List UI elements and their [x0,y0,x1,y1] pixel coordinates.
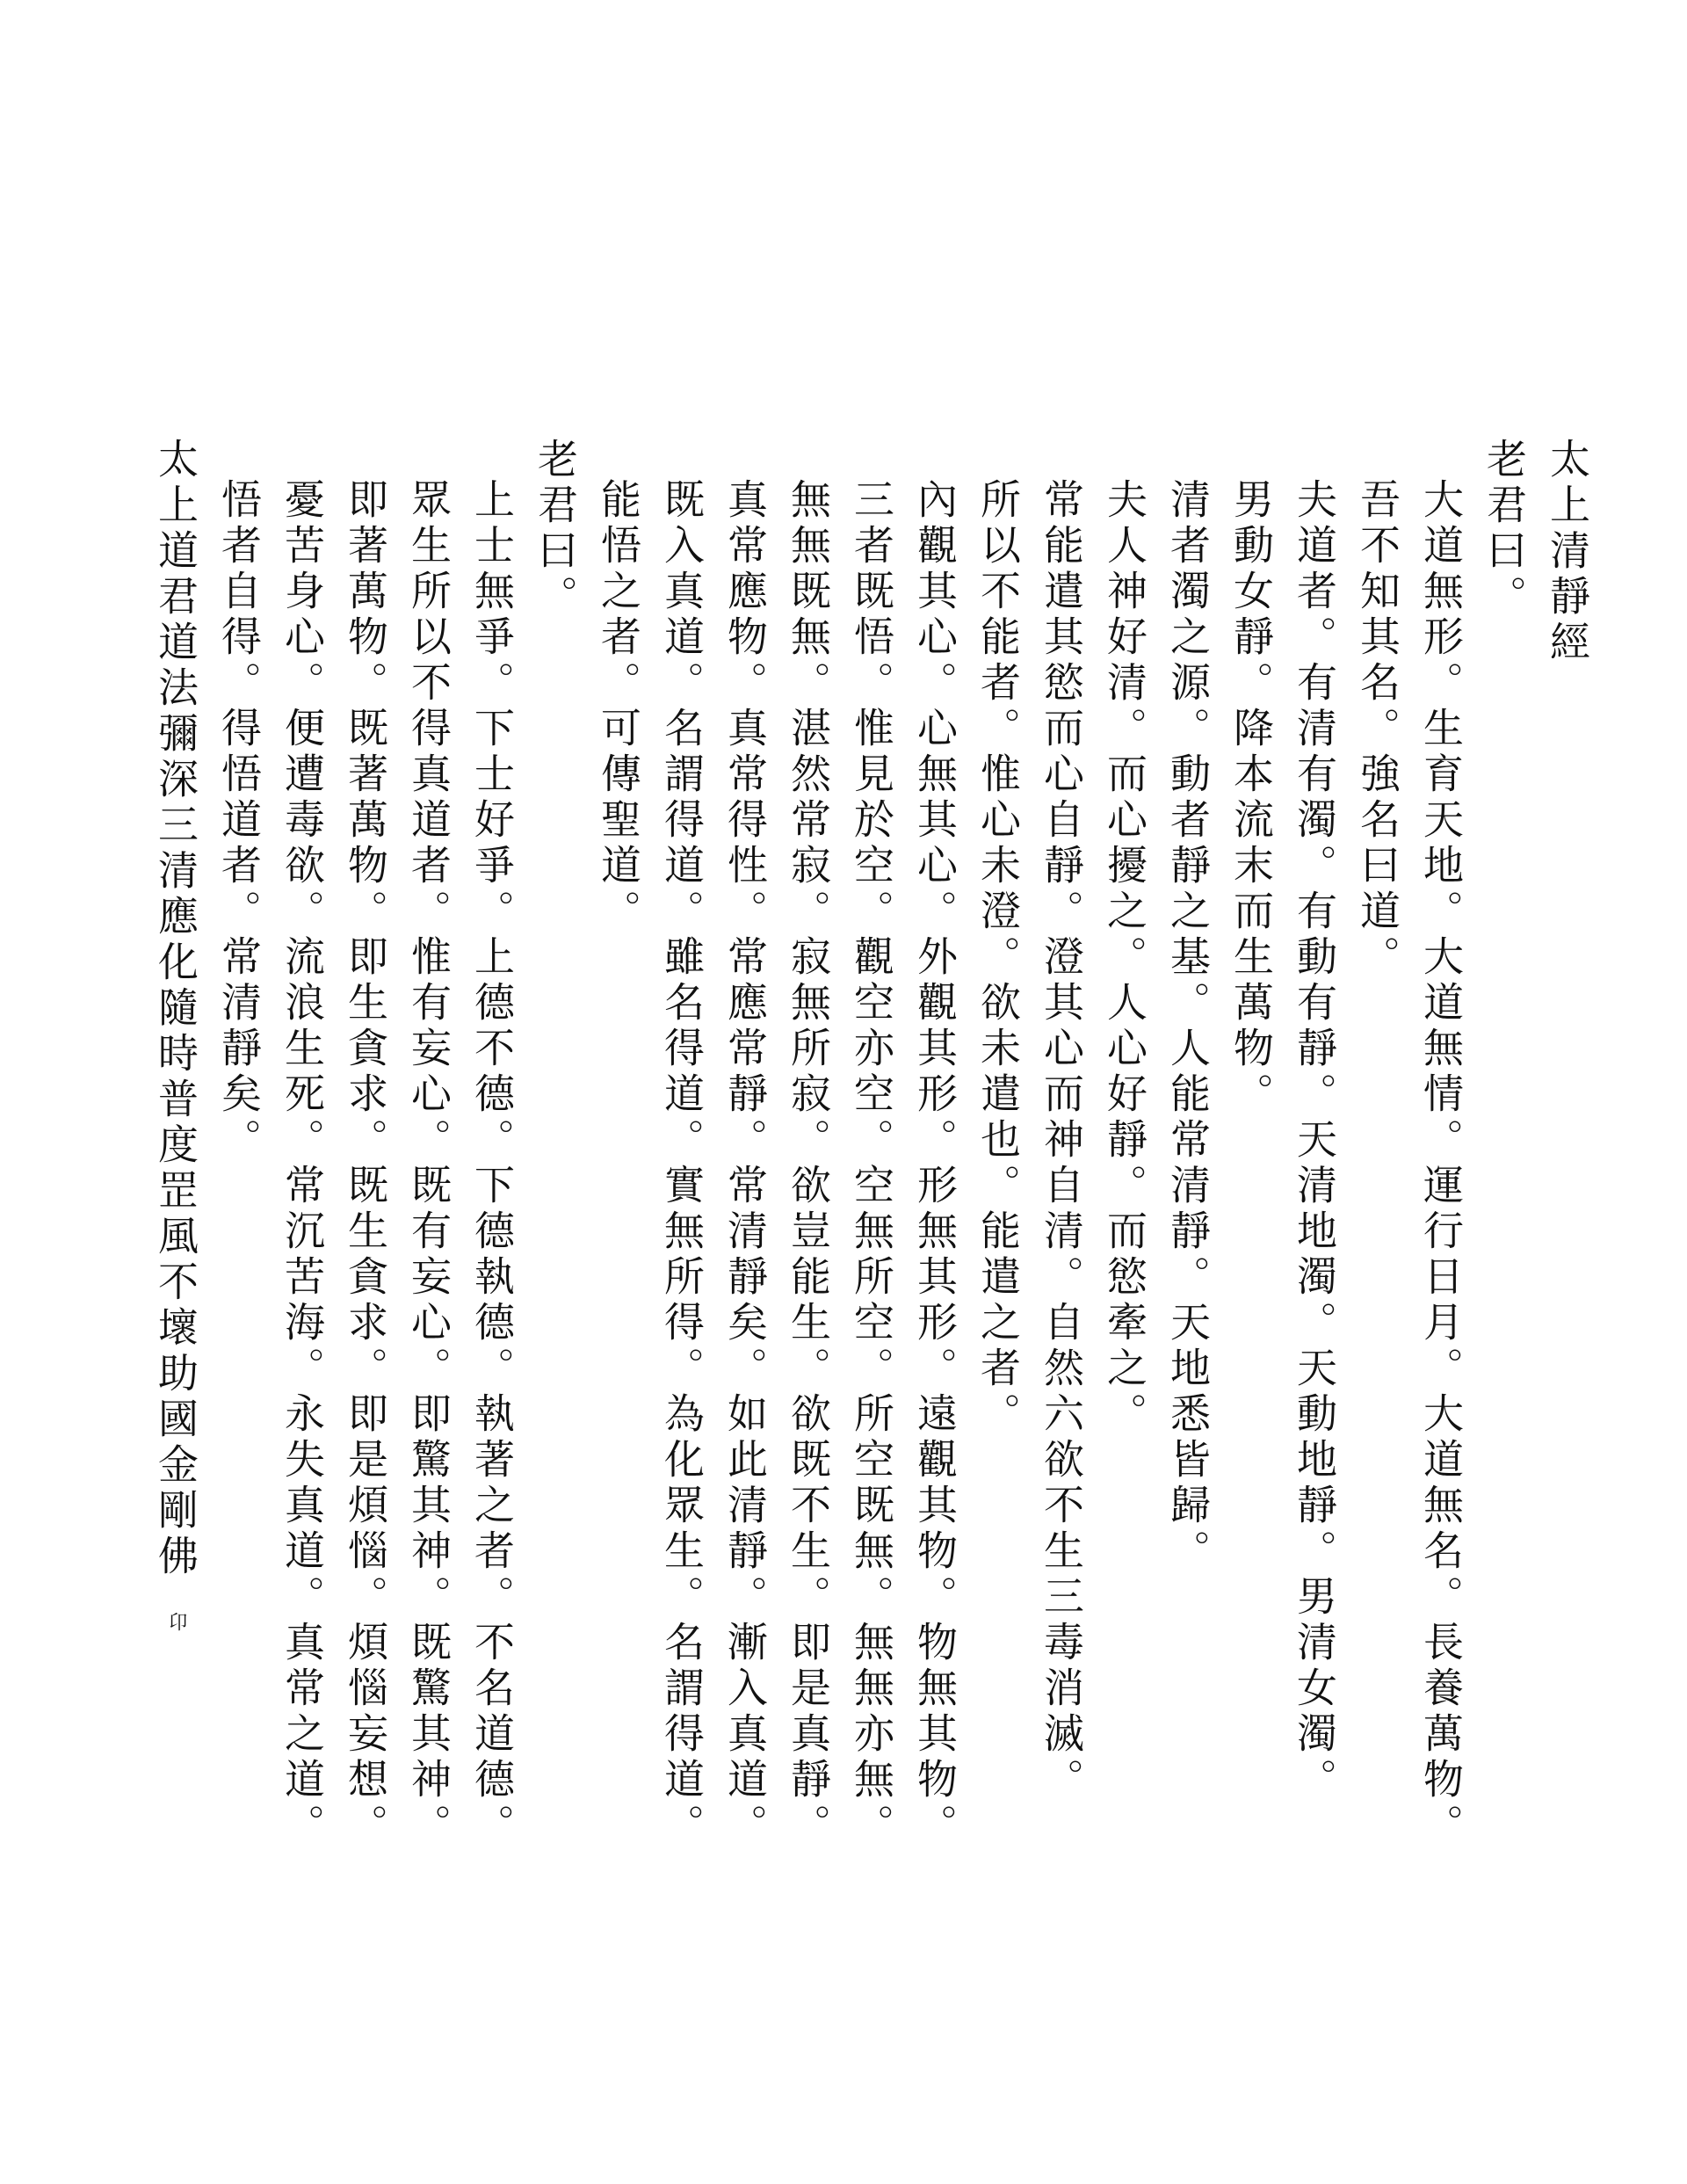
text-column: 夫人神好清。而心擾之。人心好靜。而慾牽之。 [1101,478,1148,1438]
text-column: 吾不知其名。強名曰道。 [1354,478,1401,981]
text-column: 三者既悟。惟見於空。觀空亦空。空無所空。所空既無。無無亦無。 [848,478,895,1849]
text-column: 悟者自得。得悟道者。常清靜矣。 [215,478,263,1164]
text-column: 憂苦身心。便遭毒欲。流浪生死。常沉苦海。永失真道。真常之道。 [279,478,326,1849]
text-column: 夫道者。有清有濁。有動有靜。天清地濁。天動地靜。男清女濁。 [1291,478,1338,1803]
colophon-column [144,438,207,1738]
text-column: 無無既無。湛然常寂。寂無所寂。欲豈能生。欲既不生。即是真靜。 [785,478,832,1849]
speaker-line: 老君曰。 [532,438,579,620]
speaker-line: 老君曰。 [1481,438,1528,620]
text-column: 內觀其心。心無其心。外觀其形。形無其形。遠觀其物。物無其物。 [911,478,959,1849]
scripture-title: 太上清靜經 [1544,438,1591,666]
text-column: 所以不能者。惟心未澄。欲未遣也。能遣之者。 [974,478,1022,1438]
text-column: 男動女靜。降本流末而生萬物。 [1227,478,1275,1118]
text-column: 大道無形。生育天地。大道無情。運行日月。大道無名。長養萬物。 [1417,478,1465,1849]
colophon-text: 太上道君道法彌深三清應化隨時普度罡風不壞助國金剛佛 [152,438,199,1580]
text-column: 即著萬物。既著萬物。即生貪求。既生貪求。即是煩惱。煩惱妄想。 [342,478,389,1849]
text-column: 清者濁之源。動者靜之基。人能常清靜。天地悉皆歸。 [1164,478,1212,1575]
text-column: 真常應物。真常得性。常應常靜。常清靜矣。如此清靜。漸入真道。 [721,478,769,1849]
text-column: 上士無爭。下士好爭。上德不德。下德執德。執著之者。不名道德。 [468,478,516,1849]
text-column: 常能遣其慾而心自靜。澄其心而神自清。自然六欲不生三毒消滅。 [1038,478,1085,1803]
text-column: 既入真道。名謂得道。雖名得道。實無所得。為化眾生。名謂得道。 [658,478,706,1849]
text-column: 眾生所以不得真道者。惟有妄心。既有妄心。即驚其神。既驚其神。 [405,478,453,1849]
colophon-mark: 卬 [165,1612,187,1631]
vertical-text-block [88,438,1599,1849]
text-column: 能悟之者。可傳聖道。 [595,478,642,935]
